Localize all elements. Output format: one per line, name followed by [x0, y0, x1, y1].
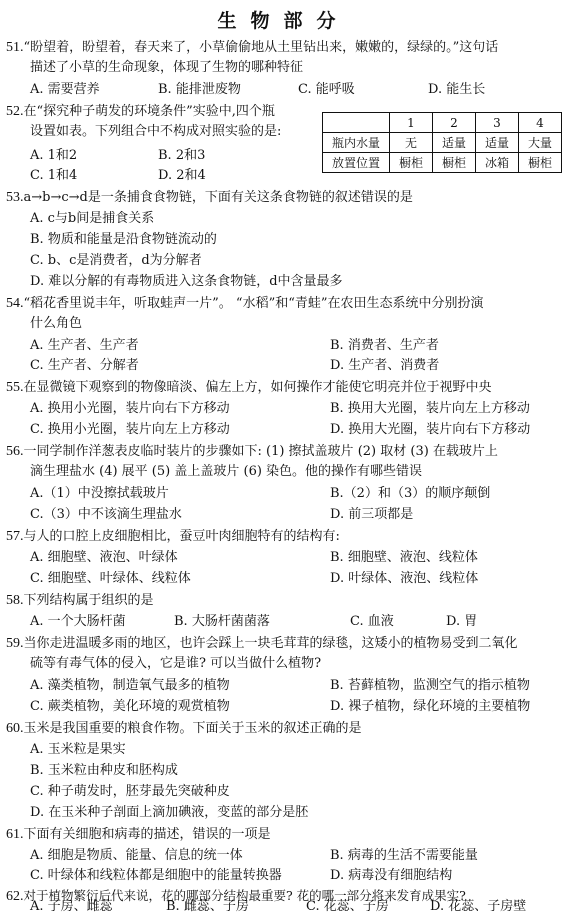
q59-option-d: D. 裸子植物，绿化环境的主要植物	[330, 699, 531, 714]
q52-option-c: C. 1和4	[30, 168, 78, 183]
question-56: 56.一同学制作洋葱表皮临时装片的步骤如下: (1) 擦拭盖玻片 (2) 取材 (3) 在载玻片上	[6, 444, 498, 459]
table-row	[323, 153, 562, 173]
table-cell: 橱柜	[390, 153, 433, 173]
question-57: 57.与人的口腔上皮细胞相比，蚕豆叶肉细胞特有的结构有:	[6, 529, 340, 544]
question-59-stem-line-2: 硫等有毒气体的侵入，它是谁? 可以当做什么植物?	[30, 656, 322, 671]
table-cell: 橱柜	[519, 153, 562, 173]
q60-option-c: C. 种子萌发时，胚芽最先突破种皮	[30, 784, 230, 799]
question-52: 52.在“探究种子萌发的环境条件”实验中,四个瓶	[6, 104, 275, 119]
q56-option-d: D. 前三项都是	[330, 507, 414, 522]
q60-option-d: D. 在玉米种子剖面上滴加碘液，变蓝的部分是胚	[30, 805, 309, 820]
q51-option-b: B. 能排泄废物	[158, 82, 241, 97]
q52-option-b: B. 2和3	[158, 148, 206, 163]
q56-option-a: A.（1）中没擦拭载玻片	[30, 486, 169, 501]
q57-option-d: D. 叶绿体、液泡、线粒体	[330, 571, 479, 586]
question-51-stem-line-2: 描述了小草的生命现象，体现了生物的哪种特征	[30, 60, 304, 75]
table-header-row	[323, 113, 562, 133]
question-56-stem-line-2: 滴生理盐水 (4) 展平 (5) 盖上盖玻片 (6) 染色。他的操作有哪些错误	[30, 464, 423, 479]
q51-option-a: A. 需要营养	[30, 82, 100, 97]
q54-option-c: C. 生产者、分解者	[30, 358, 139, 373]
table-cell: 放置位置	[323, 153, 390, 173]
q55-option-d: D. 换用大光圈，装片向右下方移动	[330, 422, 531, 437]
q60-option-a: A. 玉米粒是果实	[30, 742, 126, 757]
section-title: 生物部分	[217, 10, 350, 32]
q62-option-d: D. 花蕊、子房壁	[430, 899, 527, 914]
question-54-stem-line-2: 什么角色	[30, 316, 83, 331]
q58-option-a: A. 一个大肠杆菌	[30, 614, 126, 629]
table-cell	[323, 113, 390, 133]
table-cell: 冰箱	[476, 153, 519, 173]
q57-option-c: C. 细胞壁、叶绿体、线粒体	[30, 571, 191, 586]
q52-option-a: A. 1和2	[30, 148, 78, 163]
table-cell: 橱柜	[433, 153, 476, 173]
q61-option-c: C. 叶绿体和线粒体都是细胞中的能量转换器	[30, 868, 282, 883]
q51-option-d: D. 能生长	[428, 82, 486, 97]
q54-option-d: D. 生产者、消费者	[330, 358, 440, 373]
q53-option-a: A. c与b间是捕食关系	[30, 211, 155, 226]
q61-option-a: A. 细胞是物质、能量、信息的统一体	[30, 848, 243, 863]
q60-option-b: B. 玉米粒由种皮和胚构成	[30, 763, 178, 778]
q56-option-c: C.（3）中不该滴生理盐水	[30, 507, 182, 522]
q62-option-a: A. 子房、雌蕊	[30, 899, 113, 914]
question-51: 51.“盼望着，盼望着，春天来了，小草偷偷地从土里钻出来，嫩嫩的，绿绿的。”这句话	[6, 40, 499, 55]
q59-option-c: C. 蕨类植物，美化环境的观赏植物	[30, 699, 230, 714]
question-52-stem-line-2: 设置如表。下列组合中不构成对照实验的是:	[30, 124, 282, 139]
q56-option-b: B.（2）和（3）的顺序颠倒	[330, 486, 491, 501]
question-59: 59.当你走进温暖多雨的地区，也许会踩上一块毛茸茸的绿毯，这矮小的植物易受到二氧化	[6, 636, 518, 651]
question-55: 55.在显微镜下观察到的物像暗淡、偏左上方，如何操作才能使它明亮并位于视野中央	[6, 380, 492, 395]
question-53: 53.a→b→c→d是一条捕食食物链，下面有关这条食物链的叙述错误的是	[6, 190, 413, 205]
question-58: 58.下列结构属于组织的是	[6, 593, 154, 608]
q54-option-a: A. 生产者、生产者	[30, 338, 139, 353]
q54-option-b: B. 消费者、生产者	[330, 338, 439, 353]
question-62: 62.对于植物繁衍后代来说，花的哪部分结构最重要? 花的哪一部分将来发育成果实?	[6, 888, 466, 904]
q61-option-b: B. 病毒的生活不需要能量	[330, 848, 478, 863]
table-cell: 无	[390, 133, 433, 153]
q58-option-d: D. 胃	[446, 614, 478, 629]
q58-option-c: C. 血液	[350, 614, 394, 629]
table-cell: 适量	[433, 133, 476, 153]
table-cell: 大量	[519, 133, 562, 153]
q59-option-b: B. 苔藓植物，监测空气的指示植物	[330, 678, 530, 693]
q57-option-b: B. 细胞壁、液泡、线粒体	[330, 550, 478, 565]
q57-option-a: A. 细胞壁、液泡、叶绿体	[30, 550, 178, 565]
q55-option-b: B. 换用大光圈，装片向左上方移动	[330, 401, 530, 416]
q62-option-c: C. 花蕊、子房	[306, 899, 389, 914]
table-cell: 瓶内水量	[323, 133, 390, 153]
table-cell: 适量	[476, 133, 519, 153]
q59-option-a: A. 藻类植物，制造氧气最多的植物	[30, 678, 230, 693]
question-60: 60.玉米是我国重要的粮食作物。下面关于玉米的叙述正确的是	[6, 721, 362, 736]
table-row	[323, 133, 562, 153]
q58-option-b: B. 大肠杆菌菌落	[174, 614, 270, 629]
experiment-table	[322, 112, 562, 173]
table-cell: 1	[390, 113, 433, 133]
q55-option-a: A. 换用小光圈，装片向右下方移动	[30, 401, 230, 416]
q53-option-b: B. 物质和能量是沿食物链流动的	[30, 232, 217, 247]
q51-option-c: C. 能呼吸	[298, 82, 355, 97]
q55-option-c: C. 换用小光圈，装片向左上方移动	[30, 422, 230, 437]
table-cell: 4	[519, 113, 562, 133]
q52-option-d: D. 2和4	[158, 168, 206, 183]
table-cell: 3	[476, 113, 519, 133]
q53-option-c: C. b、c是消费者，d为分解者	[30, 253, 202, 268]
q53-option-d: D. 难以分解的有毒物质进入这条食物链，d中含量最多	[30, 274, 343, 289]
table-cell: 2	[433, 113, 476, 133]
q61-option-d: D. 病毒没有细胞结构	[330, 868, 453, 883]
q62-option-b: B. 雌蕊、子房	[166, 899, 249, 914]
question-61: 61.下面有关细胞和病毒的描述，错误的一项是	[6, 827, 271, 842]
question-54: 54.“稻花香里说丰年，听取蛙声一片”。 “水稻”和“青蛙”在农田生态系统中分别扮演	[6, 296, 484, 311]
